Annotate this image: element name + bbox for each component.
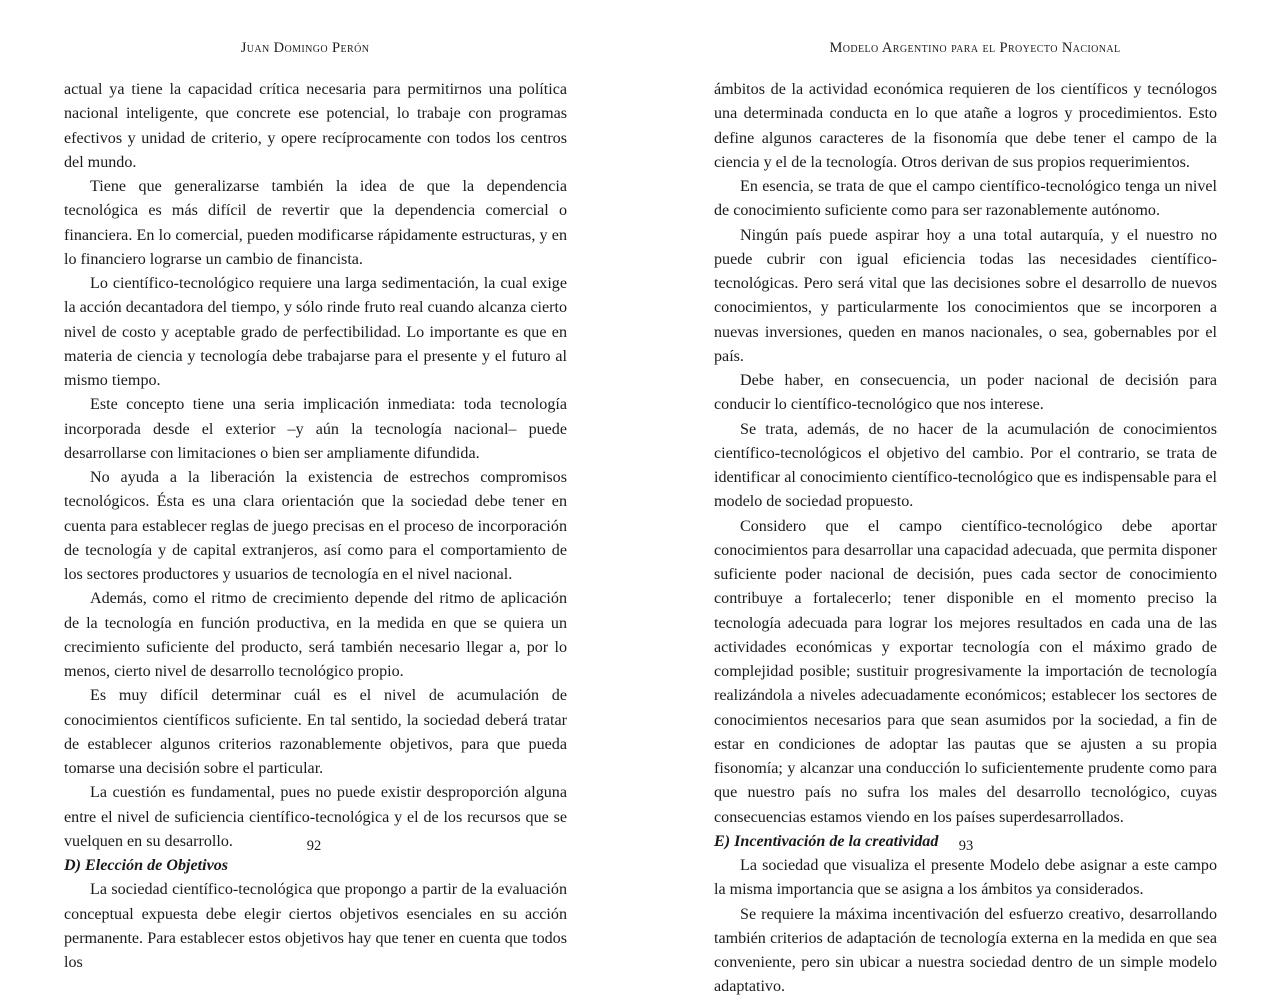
paragraph: La sociedad que visualiza el presente Modelo debe asignar a este campo la misma importancia que se asigna a los ámbitos ya considerados. bbox=[714, 857, 1217, 899]
paragraph: Considero que el campo científico-tecnológico debe aportar conocimientos para desarrollar una capacidad adecuada, que permita disponer suficiente poder nacional de decisión, pues cada sector de conocimiento contribuye a fortalecerlo; tener disponible en el momento preciso la tecnología adecuada para lograr los mejores resultados en cada una de las actividades económicas y exportar tecnología con el máximo grado de complejidad posible; sustituir progresivamente la importación de tecnología realizándola a niveles adecuadamente económicos; establecer los sectores de conocimientos necesarios para que sean asumidos por la sociedad, a fin de estar en condiciones de adoptar las pautas que se ajusten a su propia fisonomía; y alcanzar una conducción lo suficientemente prudente como para que nuestro país no sufra los males del desarrollo tecnológico, cuyas consecuencias estamos viendo en los países superdesarrollados. bbox=[714, 517, 1217, 826]
paragraph: No ayuda a la liberación la existencia de estrechos compromisos tecnológicos. Ésta es una clara orientación que la sociedad debe tener en cuenta para establecer reglas de juego precisas en el proceso de incorporación de tecnología y de capital extranjeros, así como para el comportamiento de los sectores productores y usuarios de tecnología en el nivel nacional. bbox=[64, 469, 567, 583]
paragraph-continued: actual ya tiene la capacidad crítica necesaria para permitirnos una política nacional inteligente, que concrete ese potencial, lo trabaje con programas efectivos y unidad de criterio, y opere recíprocamente con todos los centros del mundo. bbox=[64, 81, 567, 171]
paragraph: En esencia, se trata de que el campo científico-tecnológico tenga un nivel de conocimiento suficiente como para ser razonablemente autónomo. bbox=[714, 178, 1217, 220]
paragraph: Tiene que generalizarse también la idea de que la dependencia tecnológica es más difícil de revertir que la dependencia comercial o financiera. En lo comercial, pueden modificarse rápidamente estructuras, y en lo financiero lograrse un cambio de financista. bbox=[64, 178, 567, 268]
section-heading: E) Incentivación de la creatividad bbox=[714, 832, 939, 850]
paragraph: Debe haber, en consecuencia, un poder nacional de decisión para conducir lo científico-tecnológico que nos interese. bbox=[714, 372, 1217, 414]
paragraph: Este concepto tiene una seria implicación inmediata: toda tecnología incorporada desde el exterior –y aún la tecnología nacional– puede desarrollarse con limitaciones o bien ser ampliamente difundida. bbox=[64, 396, 567, 462]
page-right bbox=[640, 0, 1280, 996]
paragraph: Además, como el ritmo de crecimiento depende del ritmo de aplicación de la tecnología en función productiva, en la medida en que se quiera un crecimiento suficiente del producto, será también necesario llegar a, por lo menos, cierto nivel de desarrollo tecnológico propio. bbox=[64, 590, 567, 680]
text-column-right bbox=[714, 78, 1217, 1000]
paragraph: La cuestión es fundamental, pues no puede existir desproporción alguna entre el nivel de suficiencia científico-tecnológica y el de los recursos que se vuelquen en su desarrollo. bbox=[64, 784, 567, 850]
page-left bbox=[0, 0, 640, 971]
section-heading: D) Elección de Objetivos bbox=[64, 857, 229, 874]
paragraph: Se trata, además, de no hacer de la acumulación de conocimientos científico-tecnológicos el objetivo del cambio. Por el contrario, se trata de identificar al conocimiento científico-tecnológico que es indispensable para el modelo de sociedad propuesto. bbox=[714, 420, 1217, 511]
paragraph: Es muy difícil determinar cuál es el nivel de acumulación de conocimientos científicos suficiente. En tal sentido, la sociedad deberá tratar de establecer algunos criterios razonablemente objetivos, para que pueda tomarse una decisión sobre el particular. bbox=[64, 687, 567, 777]
running-head-right: Modelo Argentino para el Proyecto Nacional bbox=[829, 40, 1121, 56]
paragraph-continued: ámbitos de la actividad económica requieren de los científicos y tecnólogos una determinada conducta en lo que atañe a logros y procedimientos. Esto define algunos caracteres de la fisonomía que debe tener el campo de la ciencia y el de la tecnología. Otros derivan de sus propios requerimientos. bbox=[714, 81, 1217, 171]
paragraph: Lo científico-tecnológico requiere una larga sedimentación, la cual exige la acción decantadora del tiempo, y sólo rinde fruto real cuando alcanza cierto nivel de costo y aceptable grado de perfectibilidad. Lo importante es que en materia de ciencia y tecnología debe trabajarse para el presente y el futuro al mismo tiempo. bbox=[64, 275, 567, 389]
paragraph: Se requiere la máxima incentivación del esfuerzo creativo, desarrollando también criterios de adaptación de tecnología externa en la medida en que sea conveniente, pero sin ubicar a nuestra sociedad dentro de un simple modelo adaptativo. bbox=[714, 905, 1217, 996]
paragraph: Ningún país puede aspirar hoy a una total autarquía, y el nuestro no puede cubrir con igual eficiencia todas las necesidades científico-tecnológicas. Pero será vital que las decisiones sobre el desarrollo de nuevos conocimientos, y particularmente los conocimientos que se incorporen a nuevas inversiones, queden en manos nacionales, o sea, gobernables por el país. bbox=[714, 226, 1217, 365]
paragraph: La sociedad científico-tecnológica que propongo a partir de la evaluación conceptual expuesta debe elegir ciertos objetivos esenciales en su acción permanente. Para establecer estos objetivos hay que tener en cuenta que todos los bbox=[64, 881, 567, 971]
folio-right: 93 bbox=[958, 838, 974, 854]
folio-left: 92 bbox=[306, 838, 322, 854]
running-head-left: Juan Domingo Perón bbox=[240, 40, 370, 56]
